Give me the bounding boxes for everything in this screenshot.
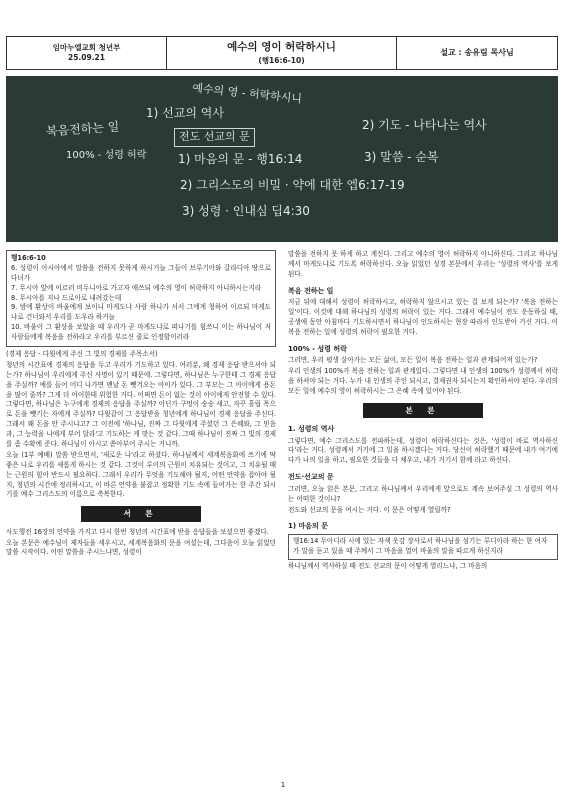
section-band-main: 본 론 (363, 403, 483, 418)
board-line: 전도 선교의 문 (174, 128, 255, 147)
scripture-verse: 8. 무시아를 지나 드로아로 내려갔는데 (11, 293, 122, 302)
board-line: 100% - 성령 허락 (66, 150, 147, 161)
board-line: 3) 말씀 - 순복 (364, 150, 439, 164)
section-band-intro: 서 론 (81, 506, 201, 521)
body-paragraph: 전도와 선교의 문을 여시는 거다. 이 문은 어떻게 열릴까? (288, 505, 451, 514)
intro-paragraph: 오늘 (1부 예배) 말씀 받으면서, '새로운 나'라고 하셨다. 하나님께서 세계복음화에 쓰기에 딱 좋은 나로 우리를 새롭게 하시는 것 같다. 그것이 루이의 근원이 치유되는 것이고, 그 치유될 때는 근원의 힘이 반드시 필요하다. 그래서 우리가 무엇을 기도해야 될지, 어떤 언약을 잡아야 될지, 청년의 시간에 정리하시고, 이 바른 언약을 붙잡고 정확한 기도 속에 들어가는 한 주간 되시기를 예수 그리스도의 이름으로 축복한다. (6, 450, 276, 499)
board-line: 복음전하는 일 (45, 119, 120, 139)
scripture-verse: 10. 바울이 그 환상을 보았을 때 우리가 곧 마게도냐로 떠나기를 힘쓰니 이는 하나님이 저 사람들에게 복음을 전하라고 우리를 부르신 줄로 인정함이러라 (11, 323, 271, 342)
section-heading: 복음 전하는 일 (288, 286, 334, 295)
body-paragraph: 오늘 본문은 예수님이 제자들을 세우시고, 세계복음화의 문을 여셨는데, 그다음이 오늘 읽었던 말씀 시작이다. 어떤 말씀을 주시느냐면, 성령이 (6, 538, 276, 557)
chalkboard-photo (6, 76, 558, 242)
board-line: 1) 마음의 문 - 행16:14 (178, 152, 303, 166)
page-number: 1 (280, 781, 286, 789)
intro-label: (경제 응답 - 다윗에게 주신 그 빛의 경제를 주목소서) (6, 350, 158, 359)
scripture-box (6, 250, 276, 347)
board-line: 2) 기도 - 나타나는 역사 (362, 118, 487, 132)
intro-paragraph: 청년의 시간표에 경제의 응답을 두고 우리가 기도하고 있다. 여러분, 왜 경제 응답 받으셔야 되는가? 하나님이 우리에게 주신 사명이 있기 때문에. 그렇다면, 하나님은 누구한테 그 경제 응답을 주실까? 예를 들어 어디 나가면 맨날 돈 뺏겨오는 아이가 있다. 그 부모는 그 아이에게 용돈을 많이 줄까? 그게 더 아이한테 위험한 거다. 어쩌면 돈이 없는 것이 아이에게 안전할 수 있다. 그렇다면, 하나님은 누구에게 경제의 응답을 주실까? 어딘가 구멍이 숭숭 새고, 자꾸 흘립 목으로 돈을 뺏기는 자에게 주실까? 다윗같이 그 응답받을 청년에게 하나님이 경제 응답을 주신다. 그래서 왜 돈을 안 주시냐고? 그 이전에 '하나님, 진짜 그 다윗에게 주셨던 그 은혜와, 그 믿음과, 그 능력을 나에게 부어 달라'고 기도하는 게 맞는 것 같다. 그때 하나님이 진짜 그 빛의 경제를 좀 수확에 준다. 하나님이 아시고 쏟아부어 주시는 거니까. (6, 360, 276, 449)
board-line: 예수의 영 - 허락하시니 (191, 81, 303, 106)
board-line: 1) 선교의 역사 (146, 106, 224, 120)
scripture-verse: 6. 성령이 아시아에서 말씀을 전하지 못하게 하시거늘 그들이 브루기아와 갈라디아 땅으로 다녀가 (11, 263, 271, 282)
body-paragraph: 우리 인생의 100%가 복음 전하는 일과 관계있다. 그렇다면 내 인생의 100%가 성령께서 허락을 하셔야 되는 거다. 누가 내 인생의 주인 되시고, 결재권자 되시는지 확인하셔야 된다. 우리의 모든 일에 예수의 영이 허락하시는 그 은혜 속에 있어야 된다. (288, 367, 558, 395)
sermon-header (6, 36, 558, 70)
body-paragraph: 하나님께서 역사하실 때 전도 선교의 문이 어떻게 열리느냐, 그 마음의 (288, 561, 488, 570)
body-paragraph: 그러면, 우리 평생 살아가는 모든 삶이, 모든 일이 복음 전하는 일과 관계되어져 있는가? (288, 356, 538, 365)
scripture-ref: 행16:6-10 (11, 254, 46, 262)
left-column (6, 250, 276, 559)
right-column (288, 250, 558, 573)
body-paragraph: 그러면, 오늘 읽은 본문, 그리고 하나님께서 우리에게 앞으로도 계속 보여주실 그 성령의 역사는 어떠한 것이냐? (288, 484, 558, 503)
board-line: 3) 성령 · 인내심 딥4:30 (182, 204, 310, 218)
scripture-verse: 9. 밤에 환상이 바울에게 보이니 마게도냐 사람 하나가 서서 그에게 청하여 이르되 마게도냐로 건너와서 우리를 도우라 하거늘 (11, 303, 271, 322)
sermon-date: 25.09.21 (67, 53, 105, 62)
body-paragraph: 지금 뒤에 대해서 성령이 허락하시고, 허락하지 않으시고 있는 걸 보게 되는가? '복음 전하는 일'이다. 이것에 대해 하나님의 성령의 허락이 있는 거다. 그래서 예수님이 전도 운동하실 때, 공생애 동안 아침마다 기도하시면서 하나님이 인도하시는 현장 따라서 인도받아 가신 거다. 이 복음 전하는 일에 성령의 허락이 필요한 거다. (288, 298, 558, 336)
board-line: 2) 그리스도의 비밀 · 약에 대한 엡6:17-19 (180, 178, 405, 192)
body-paragraph: 사도행전 16장의 언약을 가지고 다시 한번 청년의 시간표에 받을 응답들을 보셨으면 좋겠다. (6, 527, 269, 536)
header-church-info (7, 37, 167, 69)
section-heading: 100% - 성령 허락 (288, 344, 347, 353)
body-paragraph: 그렇다면, 예수 그리스도를 전파하는데, 성령이 허락하신다는 것은, '성령이 바로 역사하신다'라는 거다. 성령께서 거기에 그 일을 하시겠다는 거다. 당신이 허락했기 때문에 내가 여기에다가 나의 일을 하고, 필요한 것들을 다 채우고, 내가 거기서 함께 라고 하신다. (288, 436, 558, 465)
church-name: 임마누엘교회 청년부 (52, 42, 121, 52)
scripture-verse: 7. 무시아 앞에 이르러 비두니아로 가고자 애쓰되 예수의 영이 허락하지 아니하시는지라 (11, 283, 262, 292)
section-heading: 1. 성령의 역사 (288, 425, 335, 434)
sermon-passage: (행16:6-10) (258, 56, 305, 66)
section-heading: 전도·선교의 문 (288, 473, 334, 482)
body-paragraph: 말씀을 전하지 못 하게 하고 계신다. 그리고 예수의 영이 허락하지 아니하신다. 그리고 하나님께서 마게도냐로 기도록 허락하신다. 오늘 읽었던 성경 본문에서 우리는 '성령의 역사'를 보게 된다. (288, 250, 558, 278)
header-title-block (167, 37, 397, 69)
preacher-name: 설교 : 송유림 목사님 (440, 48, 514, 57)
verse-quote-box: 행16:14 두아디라 시에 있는 자색 옷감 장사로서 하나님을 섬기는 루디아라 하는 한 여자가 말을 듣고 있을 때 주께서 그 마음을 열어 바울의 말을 따르게 하신지라 (288, 534, 558, 560)
section-heading: 1) 마음의 문 (288, 522, 328, 531)
sermon-title: 예수의 영이 허락하시니 (227, 40, 336, 53)
